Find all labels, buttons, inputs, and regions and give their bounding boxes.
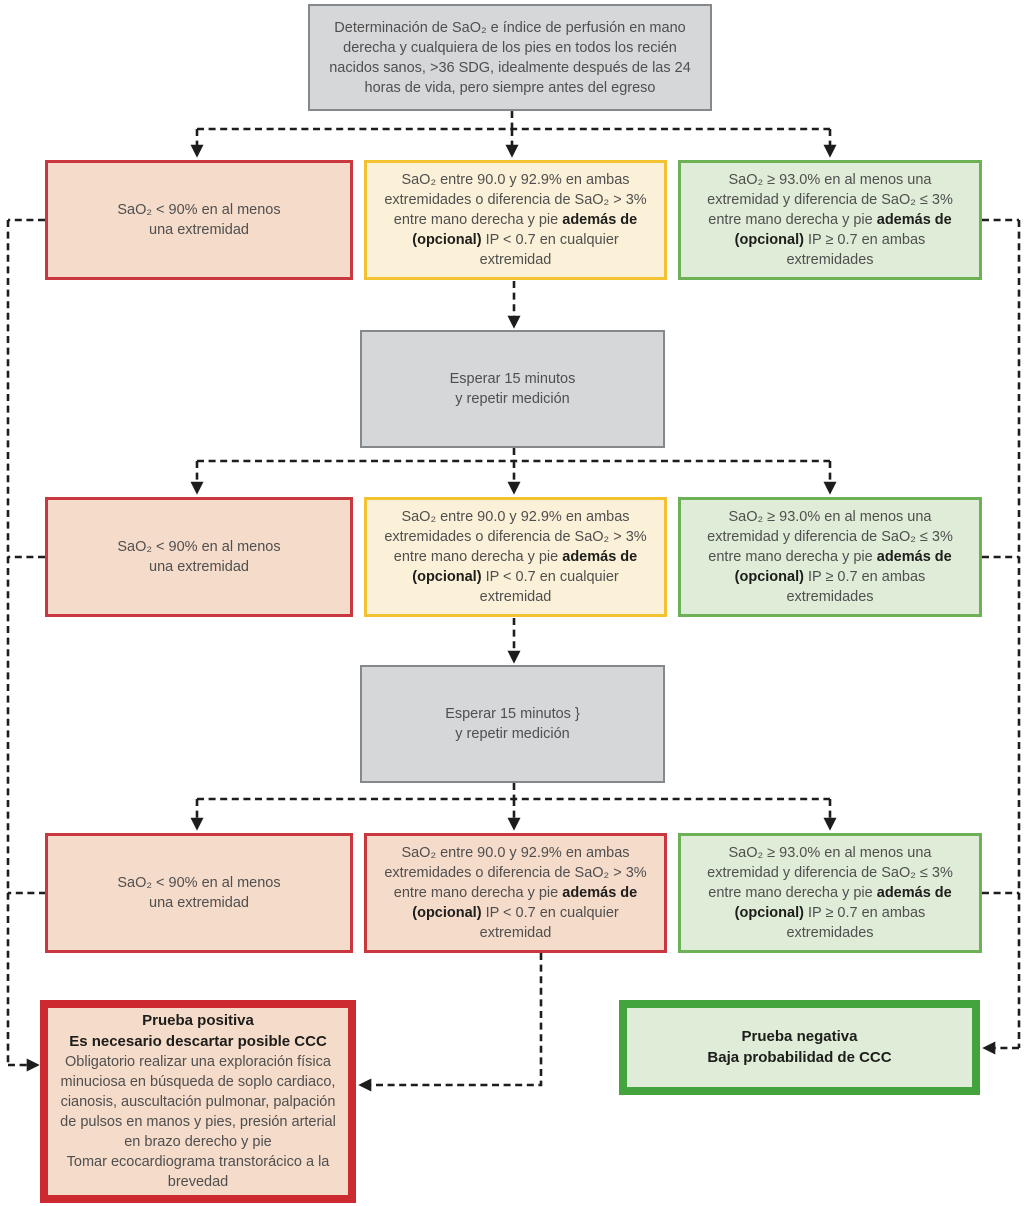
row2-borderline-text (378, 507, 653, 607)
positive-title: Prueba positiva (142, 1012, 254, 1030)
positive-body: Obligatorio realizar una exploración física minuciosa en búsqueda de soplo cardiaco, cianosis, auscultación pulmonar, palpación de pulsos en manos y pies, presión arterial en brazo derecho y pie (60, 1053, 336, 1150)
row3-normal-post: IP ≥ 0.7 en ambas extremidades (786, 905, 926, 941)
row2-normal-pre: SaO₂ ≥ 93.0% en al menos una extremidad y diferencia de SaO₂ ≤ 3% entre mano derecha y pie (707, 509, 953, 565)
row2-low-line1: SaO₂ < 90% en al menos (117, 539, 281, 555)
row3-normal-bold: además de (opcional) (734, 885, 952, 921)
row3-low-sao2-node (45, 833, 353, 953)
tee-mid1 (197, 448, 830, 461)
positive-body2: Tomar ecocardiograma transtorácico a la brevedad (66, 1153, 330, 1190)
right-rail (982, 220, 1019, 1048)
row3-low-line2: una extremidad (149, 895, 249, 911)
row1-normal-node (678, 160, 982, 280)
wait2-line2: y repetir medición (455, 726, 570, 742)
start-node (308, 4, 712, 111)
row1-normal-bold: además de (opcional) (734, 212, 952, 248)
row2-borderline-pre: SaO₂ entre 90.0 y 92.9% en ambas extremidades o diferencia de SaO₂ > 3% entre mano derecha y pie (384, 509, 647, 565)
row3-normal-pre: SaO₂ ≥ 93.0% en al menos una extremidad y diferencia de SaO₂ ≤ 3% entre mano derecha y pie (707, 845, 953, 901)
row3-borderline-bold: además de (opcional) (412, 885, 638, 921)
row1-borderline-text (378, 170, 653, 270)
negative-subtitle: Baja probabilidad de CCC (707, 1048, 892, 1066)
row2-normal-post: IP ≥ 0.7 en ambas extremidades (786, 569, 926, 605)
row2-normal-node (678, 497, 982, 617)
wait1-line2: y repetir medición (455, 391, 570, 407)
row2-low-line2: una extremidad (149, 559, 249, 575)
negative-title: Prueba negativa (741, 1028, 858, 1046)
row3-borderline-node (364, 833, 667, 953)
wait1-line1: Esperar 15 minutos (449, 371, 576, 387)
row2-normal-bold: además de (opcional) (734, 549, 952, 585)
row1-borderline-pre: SaO₂ entre 90.0 y 92.9% en ambas extremidades o diferencia de SaO₂ > 3% entre mano derecha y pie (384, 172, 647, 228)
row2-borderline-node (364, 497, 667, 617)
row2-borderline-bold: además de (opcional) (412, 549, 638, 585)
row1-low-sao2-node (45, 160, 353, 280)
row2-borderline-post: IP < 0.7 en cualquier extremidad (479, 569, 619, 605)
row3-low-line1: SaO₂ < 90% en al menos (117, 875, 281, 891)
row1-normal-text (692, 170, 968, 270)
wait2-node (360, 665, 665, 783)
tee-mid2 (197, 783, 830, 799)
row3-borderline-post: IP < 0.7 en cualquier extremidad (479, 905, 619, 941)
positive-result-node (40, 1000, 356, 1203)
row1-normal-pre: SaO₂ ≥ 93.0% en al menos una extremidad y diferencia de SaO₂ ≤ 3% entre mano derecha y pie (707, 172, 953, 228)
row3-borderline-text (378, 843, 653, 943)
positive-subtitle: Es necesario descartar posible CCC (69, 1032, 327, 1050)
row1-low-line2: una extremidad (149, 222, 249, 238)
left-rail (8, 220, 46, 1065)
row2-normal-text (692, 507, 968, 607)
row1-borderline-post: IP < 0.7 en cualquier extremidad (479, 232, 619, 268)
start-text: Determinación de SaO₂ e índice de perfusión en mano derecha y cualquiera de los pies en todos los recién nacidos sanos, >36 SDG, idealmente después de las 24 horas de vida, pero siempre antes del egreso (329, 19, 691, 96)
row1-borderline-bold: además de (opcional) (412, 212, 638, 248)
wait1-node (360, 330, 665, 448)
row2-low-sao2-node (45, 497, 353, 617)
row1-low-line1: SaO₂ < 90% en al menos (117, 202, 281, 218)
tee-top (197, 111, 830, 129)
row3-borderline-pre: SaO₂ entre 90.0 y 92.9% en ambas extremidades o diferencia de SaO₂ > 3% entre mano derecha y pie (384, 845, 647, 901)
row1-borderline-node (364, 160, 667, 280)
arrow-row3mid-to-positive (370, 953, 541, 1085)
row3-normal-node (678, 833, 982, 953)
wait2-line1: Esperar 15 minutos } (445, 706, 580, 722)
negative-result-node (619, 1000, 980, 1095)
row1-normal-post: IP ≥ 0.7 en ambas extremidades (786, 232, 926, 268)
row3-normal-text (692, 843, 968, 943)
